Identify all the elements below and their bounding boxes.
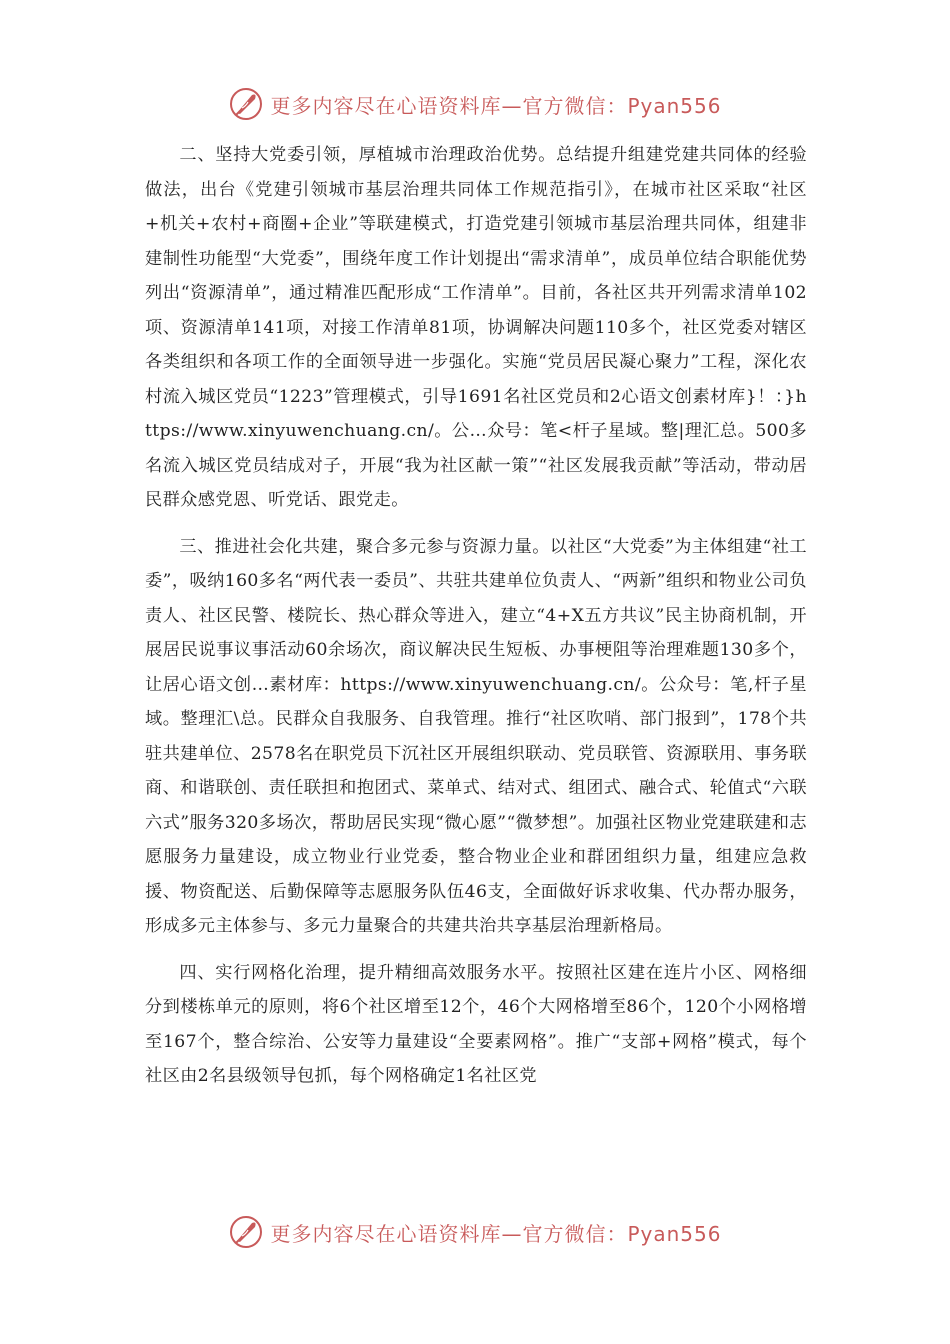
quill-logo-icon bbox=[228, 86, 264, 122]
footer-banner-text: 更多内容尽在心语资料库—官方微信：Pyan556 bbox=[270, 1221, 722, 1246]
header-banner-text: 更多内容尽在心语资料库—官方微信：Pyan556 bbox=[270, 93, 722, 118]
document-body bbox=[145, 138, 807, 1106]
footer-banner bbox=[0, 1212, 950, 1252]
quill-logo-icon bbox=[228, 1214, 264, 1250]
paragraph-social-coconstruction: 三、推进社会化共建，聚合多元参与资源力量。以社区“大党委”为主体组建“社工委”，吸纳160多名“两代表一委员”、共驻共建单位负责人、“两新”组织和物业公司负责人、社区民警、楼院长、热心群众等进入，建立“4+X五方共议”民主协商机制，开展居民说事议事活动60余场次，商议解决民生短板、办事梗阻等治理难题130多个，让居心语文创…素材库：https://www.xinyuwenchuang.cn/。公众号：笔,杆子星域。整理汇\总。民群众自我服务、自我管理。推行“社区吹哨、部门报到”，178个共驻共建单位、2578名在职党员下沉社区开展组织联动、党员联管、资源联用、事务联商、和谐联创、责任联担和抱团式、菜单式、结对式、组团式、融合式、轮值式“六联六式”服务320多场次，帮助居民实现“微心愿”“微梦想”。加强社区物业党建联建和志愿服务力量建设，成立物业行业党委，整合物业企业和群团组织力量，组建应急救援、物资配送、后勤保障等志愿服务队伍46支，全面做好诉求收集、代办帮办服务，形成多元主体参与、多元力量聚合的共建共治共享基层治理新格局。 bbox=[145, 536, 807, 936]
paragraph-party-committee: 二、坚持大党委引领，厚植城市治理政治优势。总结提升组建党建共同体的经验做法，出台《党建引领城市基层治理共同体工作规范指引》，在城市社区采取“社区+机关+农村+商圈+企业”等联建模式，打造党建引领城市基层治理共同体，组建非建制性功能型“大党委”，围绕年度工作计划提出“需求清单”，成员单位结合职能优势列出“资源清单”，通过精准匹配形成“工作清单”。目前，各社区共开列需求清单102项、资源清单141项，对接工作清单81项，协调解决问题110多个，社区党委对辖区各类组织和各项工作的全面领导进一步强化。实施“党员居民凝心聚力”工程，深化农村流入城区党员“1223”管理模式，引导1691名社区党员和2心语文创素材库}！：}https://www.xinyuwenchuang.cn/。公…众号：笔<杆子星域。整|理汇总。500多名流入城区党员结成对子，开展“我为社区献一策”“社区发展我贡献”等活动，带动居民群众感党恩、听党话、跟党走。 bbox=[145, 145, 807, 510]
paragraph-grid-governance: 四、实行网格化治理，提升精细高效服务水平。按照社区建在连片小区、网格细分到楼栋单元的原则，将6个社区增至12个，46个大网格增至86个，120个小网格增至167个，整合综治、公安等力量建设“全要素网格”。推广“支部+网格”模式，每个社区由2名县级领导包抓，每个网格确定1名社区党 bbox=[145, 962, 807, 1086]
header-banner bbox=[0, 84, 950, 124]
